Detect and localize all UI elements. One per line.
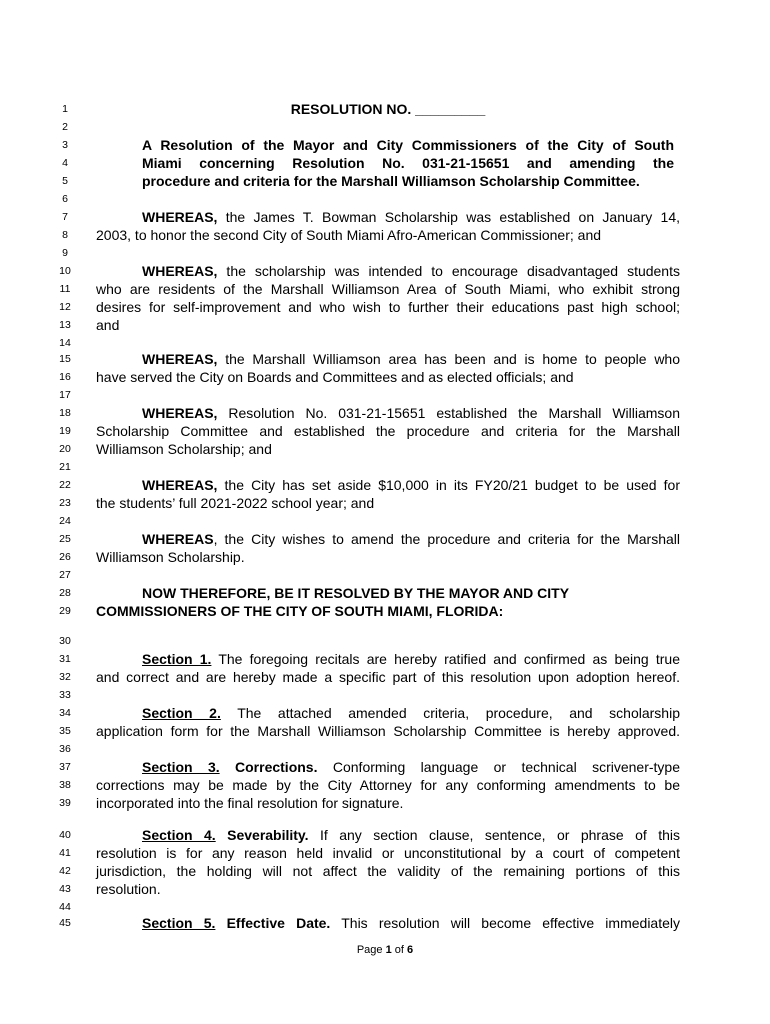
line-number: 7 [62,211,68,223]
line-number: 45 [59,917,71,929]
line-number: 40 [59,829,71,841]
line-number: 9 [62,247,68,259]
section-5-line-1 [96,914,680,932]
whereas-2-line-3: desires for self-improvement and who wish to further their educations past high school; [96,299,680,315]
resolution-heading-line-1: A Resolution of the Mayor and City Commissioners of the City of South [142,137,674,153]
section-4-title: Severability. [215,827,309,843]
section-4-line-4: resolution. [96,881,161,897]
section-2-line-2: application form for the Marshall Williamson Scholarship Committee is hereby approved. [96,723,680,739]
line-number: 14 [59,337,71,349]
line-number: 33 [59,689,71,701]
line-number: 22 [59,479,71,491]
line-number: 42 [59,865,71,877]
line-number: 31 [59,653,71,665]
line-number: 35 [59,725,71,737]
line-number: 8 [62,229,68,241]
section-5-title: Effective Date. [215,915,331,931]
line-number: 13 [59,319,71,331]
line-number: 39 [59,797,71,809]
line-number: 28 [59,587,71,599]
whereas-label: WHEREAS, [142,477,218,493]
line-number: 34 [59,707,71,719]
section-3-line-1 [96,758,680,776]
whereas-5-line-1 [96,476,680,494]
line-number: 17 [59,389,71,401]
section-4-line-2: resolution is for any reason held invalid or unconstitutional by a court of competent [96,845,680,861]
whereas-text: the James T. Bowman Scholarship was established on January 14, [217,209,680,225]
section-text: The attached amended criteria, procedure, and scholarship [220,705,680,721]
whereas-text: the Marshall Williamson area has been and is home to people who [217,351,680,367]
line-number: 21 [59,461,71,473]
resolution-title: RESOLUTION NO. _________ [290,101,486,117]
line-number: 30 [59,635,71,647]
whereas-text: the scholarship was intended to encourage disadvantaged students [217,263,680,279]
whereas-4-line-3: Williamson Scholarship; and [96,441,272,457]
line-number: 26 [59,551,71,563]
section-1-label: Section 1. [142,651,212,667]
whereas-1-line-1 [96,208,680,226]
whereas-2-line-1 [96,262,680,280]
total-page-count: 6 [407,944,414,956]
section-2-label: Section 2. [142,705,221,721]
section-1-line-1 [96,650,680,668]
section-text: This resolution will become effective immediately [330,915,681,931]
whereas-label: WHEREAS, [142,263,218,279]
section-5-label: Section 5. [142,915,216,931]
section-4-label: Section 4. [142,827,216,843]
line-number: 27 [59,569,71,581]
whereas-text: the City has set aside $10,000 in its FY20/21 budget to be used for [217,477,680,493]
current-page-number: 1 [385,944,392,956]
whereas-label: WHEREAS [142,531,214,547]
line-number: 15 [59,353,71,365]
whereas-label: WHEREAS, [142,209,218,225]
whereas-2-line-2: who are residents of the Marshall Williamson Area of South Miami, who exhibit strong [96,281,680,297]
line-number: 29 [59,605,71,617]
section-4-line-1 [96,826,680,844]
section-4-line-3: jurisdiction, the holding will not affect the validity of the remaining portions of this [96,863,680,879]
line-number: 20 [59,443,71,455]
whereas-5-line-2: the students’ full 2021-2022 school year; and [96,495,375,511]
line-number: 3 [62,139,68,151]
whereas-6-line-2: Williamson Scholarship. [96,549,245,565]
line-number: 38 [59,779,71,791]
line-number: 24 [59,515,71,527]
line-number: 6 [62,193,68,205]
resolution-heading-line-3: procedure and criteria for the Marshall Williamson Scholarship Committee. [142,173,640,189]
line-number: 16 [59,371,71,383]
line-number: 4 [62,157,68,169]
whereas-text: Resolution No. 031-21-15651 established the Marshall Williamson [217,405,680,421]
section-text: If any section clause, sentence, or phrase of this [308,827,680,843]
whereas-label: WHEREAS, [142,351,218,367]
line-number: 37 [59,761,71,773]
whereas-label: WHEREAS, [142,405,218,421]
line-number: 32 [59,671,71,683]
section-1-line-2: and correct and are hereby made a specific part of this resolution upon adoption hereof. [96,669,680,685]
resolution-heading-line-2: Miami concerning Resolution No. 031-21-15651 and amending the [142,155,674,171]
line-number: 25 [59,533,71,545]
line-number: 10 [59,265,71,277]
whereas-text: , the City wishes to amend the procedure and criteria for the Marshall [213,531,680,547]
whereas-4-line-1 [96,404,680,422]
footer-prefix: Page [356,944,386,956]
line-number: 5 [62,175,68,187]
section-3-label: Section 3. [142,759,220,775]
line-number: 12 [59,301,71,313]
line-number: 36 [59,743,71,755]
line-number: 1 [62,103,68,115]
line-number: 18 [59,407,71,419]
whereas-6-line-1 [96,530,680,548]
section-3-line-2: corrections may be made by the City Attorney for any conforming amendments to be [96,777,680,793]
whereas-3-line-1 [96,350,680,368]
whereas-2-line-4: and [96,317,120,333]
section-3-line-3: incorporated into the final resolution for signature. [96,795,404,811]
page-footer [0,944,770,956]
section-2-line-1 [96,704,680,722]
section-text: Conforming language or technical scrivener-type [317,759,680,775]
whereas-4-line-2: Scholarship Committee and established the procedure and criteria for the Marshall [96,423,680,439]
resolved-line-2: COMMISSIONERS OF THE CITY OF SOUTH MIAMI, FLORIDA: [96,603,504,619]
footer-of: of [391,944,408,956]
resolved-line-1: NOW THEREFORE, BE IT RESOLVED BY THE MAYOR AND CITY [142,585,570,601]
line-number: 11 [59,283,71,295]
line-number: 41 [59,847,71,859]
section-3-title: Corrections. [219,759,318,775]
whereas-1-line-2: 2003, to honor the second City of South Miami Afro-American Commissioner; and [96,227,602,243]
section-text: The foregoing recitals are hereby ratified and confirmed as being true [211,651,680,667]
line-number: 43 [59,883,71,895]
line-number: 44 [59,901,71,913]
line-number: 23 [59,497,71,509]
line-number: 19 [59,425,71,437]
line-number: 2 [62,121,68,133]
whereas-3-line-2: have served the City on Boards and Committees and as elected officials; and [96,369,574,385]
